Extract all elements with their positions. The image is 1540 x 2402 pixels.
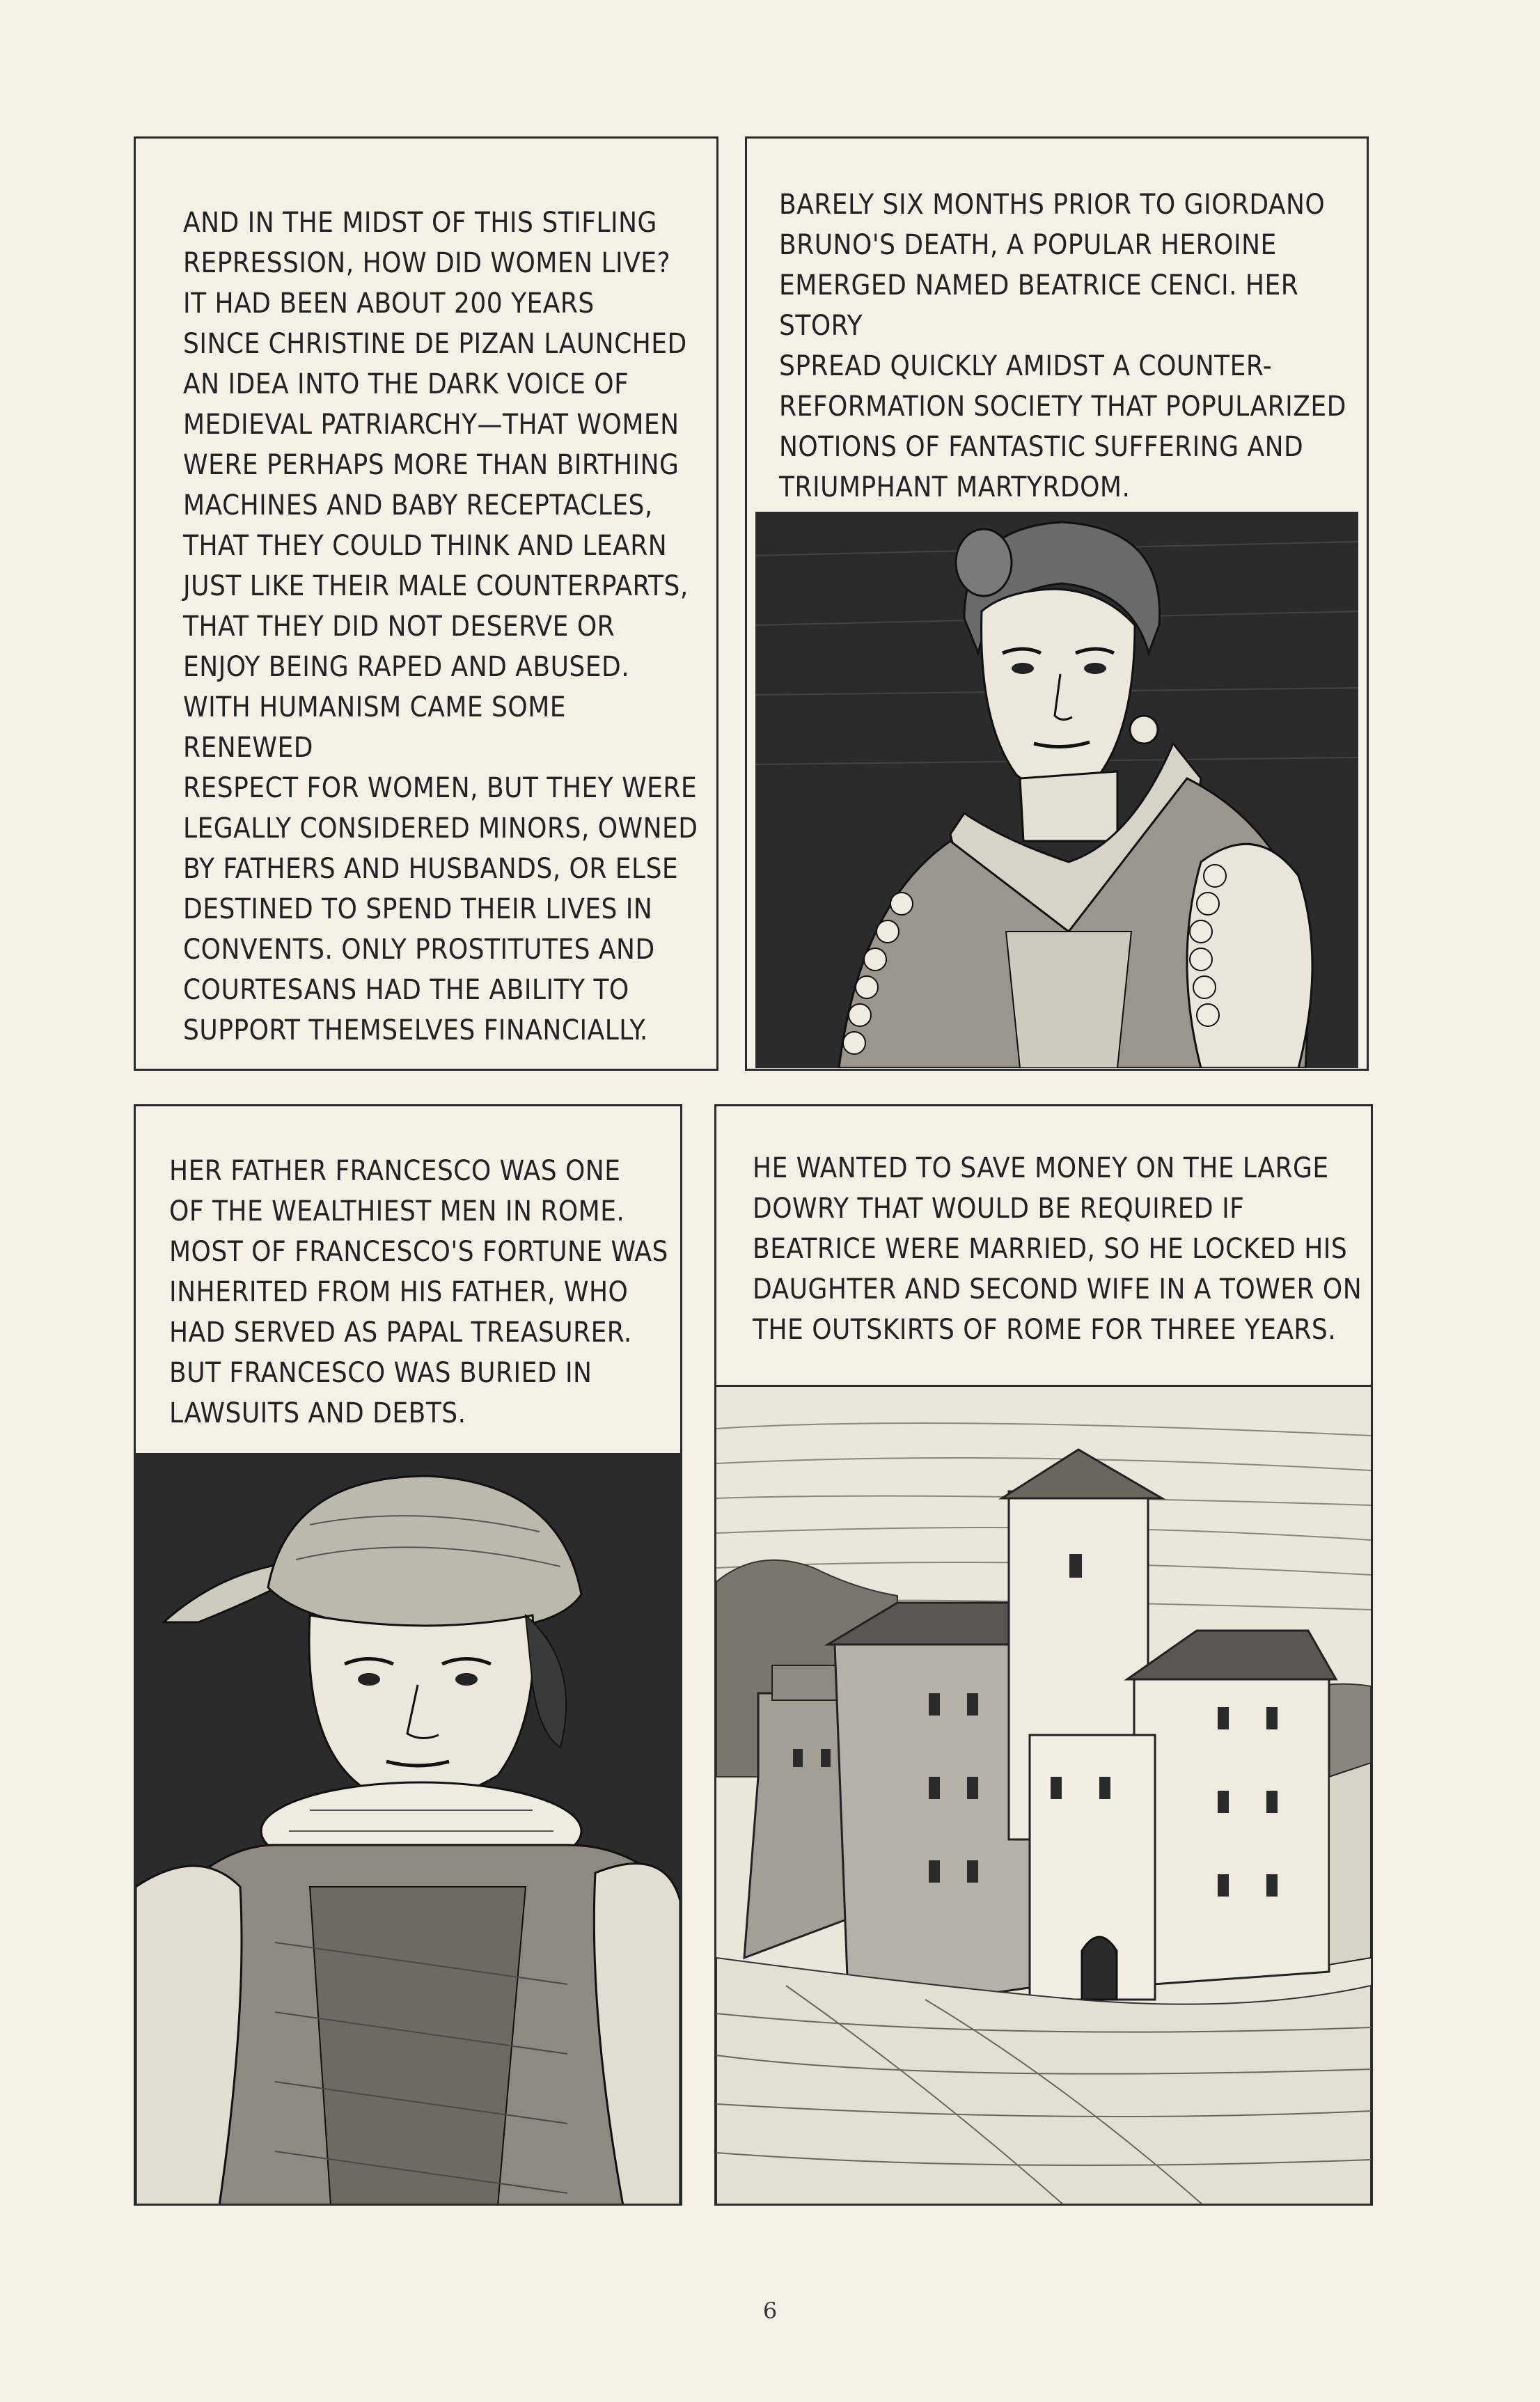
caption-beatrice: BARELY SIX MONTHS PRIOR TO GIORDANO BRUNO'S DEATH, A POPULAR HEROINE EMERGED NAMED BEATRICE CENCI. HER STORY SPREAD QUICKLY AMIDST A COUNTER- REFORMATION SOCIETY THAT POPULARIZED NOTIONS OF FANTASTIC SUFFERING AND TRIUMPHANT MARTYRDOM. — [779, 189, 1346, 503]
caption-francesco: HER FATHER FRANCESCO WAS ONE OF THE WEALTHIEST MEN IN ROME. MOST OF FRANCESCO'S FORTUNE WAS INHERITED FROM HIS FATHER, WHO HAD SERVED AS PAPAL TREASURER. BUT FRANCESCO WAS BURIED IN LAWSUITS AND DEBTS. — [169, 1155, 668, 1429]
panel-beatrice — [745, 136, 1369, 1071]
caption-repression: AND IN THE MIDST OF THIS STIFLING REPRESSION, HOW DID WOMEN LIVE? IT HAD BEEN ABOUT 200 YEARS SINCE CHRISTINE DE PIZAN LAUNCHED AN IDEA INTO THE DARK VOICE OF MEDIEVAL PATRIARCHY—THAT WOMEN WERE PERHAPS MORE THAN BIRTHING MACHINES AND BABY RECEPTACLES, THAT THEY COULD THINK AND LEARN JUST LIKE THEIR MALE COUNTERPARTS, THAT THEY DID NOT DESERVE OR ENJOY BEING RAPED AND ABUSED. WITH HUMANISM CAME SOME RENEWED RESPECT FOR WOMEN, BUT THEY WERE LEGALLY CONSIDERED MINORS, OWNED BY FATHERS AND HUSBANDS, OR ELSE DESTINED TO SPEND THEIR LIVES IN CONVENTS. ONLY PROSTITUTES AND COURTESANS HAD THE ABILITY TO SUPPORT THEMSELVES FINANCIALLY. — [183, 207, 698, 1046]
castle-tower-illustration — [716, 1385, 1371, 2206]
caption-tower: HE WANTED TO SAVE MONEY ON THE LARGE DOWRY THAT WOULD BE REQUIRED IF BEATRICE WERE MARRIED, SO HE LOCKED HIS DAUGHTER AND SECOND WIFE IN A TOWER ON THE OUTSKIRTS OF ROME FOR THREE YEARS. — [753, 1152, 1362, 1346]
francesco-portrait-illustration — [136, 1453, 680, 2206]
panel-repression — [134, 136, 718, 1071]
panel-francesco — [134, 1104, 682, 2206]
beatrice-portrait-illustration — [755, 512, 1358, 1068]
panel-tower — [714, 1104, 1373, 2206]
page-number: 6 — [762, 2298, 778, 2324]
